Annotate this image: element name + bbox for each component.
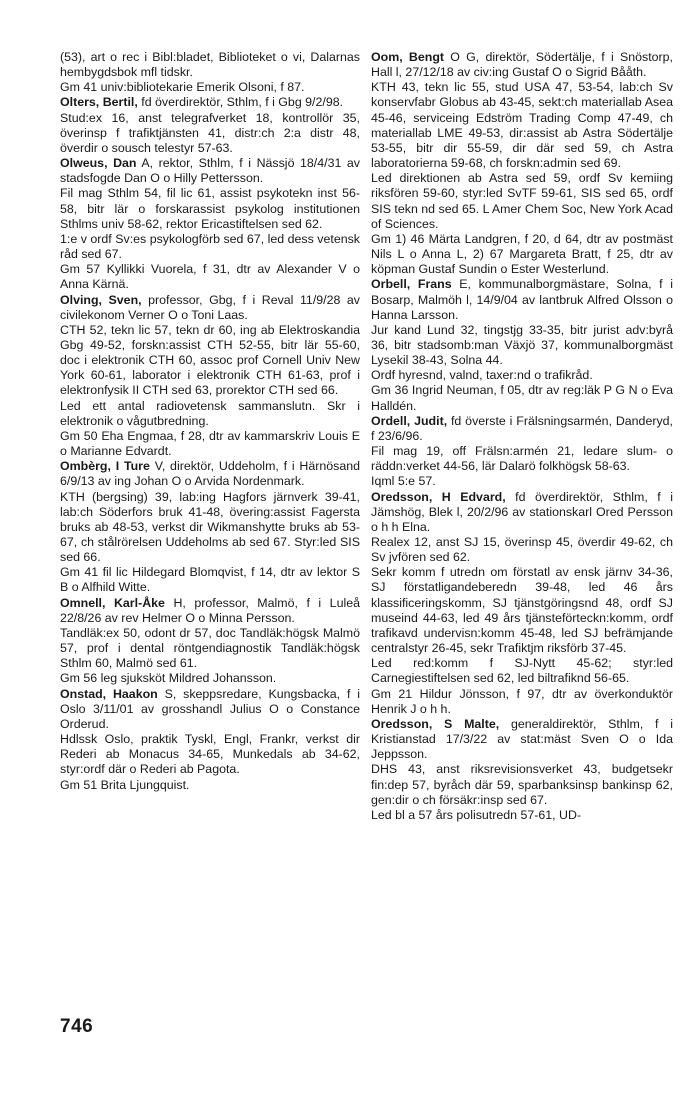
entry-paragraph xyxy=(60,687,360,732)
entry-paragraph xyxy=(371,717,673,762)
entry-text: fd överdirektör, Sthlm, f i Jämshög, Blek l, 20/2/96 av stationskarl Ored Persson o h h Elna. xyxy=(371,489,673,534)
entry-paragraph xyxy=(371,535,673,565)
entry-text: Led red:komm f SJ-Nytt 45-62; styr:led Carnegiestiftelsen sed 62, led biltrafiknd 56-65. xyxy=(371,656,673,686)
page-number: 746 xyxy=(60,1016,94,1037)
entry-text: A, rektor, Sthlm, f i Nässjö 18/4/31 av stadsfogde Dan O o Hilly Pettersson. xyxy=(60,156,360,186)
entry xyxy=(60,50,360,95)
entry-name: Oredsson, H Edvard, xyxy=(371,489,506,504)
entry-text: Iqml 5:e 57. xyxy=(371,474,436,489)
entry-text: Realex 12, anst SJ 15, överinsp 45, överdir 49-62, ch Sv jvfören sed 62. xyxy=(371,535,673,565)
entry-text: Tandläk:ex 50, odont dr 57, doc Tandläk:högsk Malmö 57, prof i dental röntgendiagnostik Tandläk:högsk Sthlm 60, Malmö sed 61. xyxy=(60,625,360,671)
left-column xyxy=(60,50,360,793)
right-column xyxy=(371,50,673,823)
entry-name: Ombèrg, I Ture xyxy=(60,459,150,474)
entry-text: CTH 52, tekn lic 57, tekn dr 60, ing ab Elektroskandia Gbg 49-52, forskn:assist CTH 52-55, bitr lär 55-60, doc i elektronik CTH 60, assoc prof Cornell Univ New York 60-61, laborator i elektronik CTH 61-63, prof i elektronfysik II CTH sed 63, prorektor CTH sed 66. xyxy=(60,322,360,398)
entry-paragraph xyxy=(60,596,360,626)
entry xyxy=(60,596,360,687)
entry-text: Stud:ex 16, anst telegrafverket 18, kontrollör 35, överinsp f trafiktjänsten 41, distr:ch 2:a distr 48, överdir o sousch telestyr 57-63. xyxy=(60,110,360,155)
entry-paragraph xyxy=(60,429,360,459)
entry xyxy=(371,277,673,413)
entry-name: Onstad, Haakon xyxy=(60,686,158,701)
entry-name: Oredsson, S Malte, xyxy=(371,716,500,731)
entry-text: Led ett antal radiovetensk sammanslutn. Skr i elektronik o vågutbredning. xyxy=(60,398,360,428)
entry-text: O G, direktör, Södertälje, f i Snöstorp, Hall l, 27/12/18 av civ:ing Gustaf O o Sigrid Bååth. xyxy=(371,50,673,80)
entry-paragraph xyxy=(60,323,360,399)
entry-paragraph xyxy=(371,444,673,474)
entry-paragraph xyxy=(371,656,673,686)
entry-paragraph xyxy=(371,171,673,232)
entry-paragraph xyxy=(371,474,673,489)
entry-paragraph xyxy=(60,186,360,231)
entry-text: Gm 41 univ:bibliotekarie Emerik Olsoni, f 87. xyxy=(60,80,305,95)
entry-paragraph xyxy=(60,50,360,80)
entry-paragraph xyxy=(371,383,673,413)
entry-text: E, kommunalborgmästare, Solna, f i Bosarp, Malmöh l, 14/9/04 av lantbruk Alfred Olsson o Hanna Larsson. xyxy=(371,277,673,322)
entry xyxy=(60,156,360,292)
entry-paragraph xyxy=(60,778,360,793)
entry-text: Gm 51 Brita Ljungquist. xyxy=(60,777,190,792)
entry-text: fd överste i Frälsningsarmén, Danderyd, f 23/6/96. xyxy=(371,413,673,443)
entry-paragraph xyxy=(371,565,673,656)
entry-paragraph xyxy=(371,277,673,322)
entry-paragraph xyxy=(371,687,673,717)
entry-paragraph xyxy=(371,808,673,823)
entry-text: Jur kand Lund 32, tingstjg 33-35, bitr jurist adv:byrå 36, bitr stadsomb:man Växjö 37, kommunalborgmäst Lysekil 38-43, Solna 44. xyxy=(371,322,673,368)
entry xyxy=(371,490,673,717)
entry-text: Hdlssk Oslo, praktik Tyskl, Engl, Frankr, verkst dir Rederi ab Monacus 34-65, Munkedals ab 34-62, styr:ordf där o Rederi ab Pagota. xyxy=(60,732,360,777)
entry-paragraph xyxy=(371,232,673,277)
entry-paragraph xyxy=(60,262,360,292)
entry-text: Led bl a 57 års polisutredn 57-61, UD- xyxy=(371,807,582,822)
entry-text: Sekr komm f utredn om förstatl av ensk järnv 34-36, SJ förstatligandeberedn 39-48, led 46 års klassificeringskomm, SJ tjänstgöringsnd 48, ordf SJ museind 44-63, led 49 års tjänsteförteckn:komm, ordf trafikavd undervisn:komm 45-48, led SJ befrämjande centralstyr 26-45, sekr Trafiktjm riksförb 37-45. xyxy=(371,565,673,656)
entry-text: DHS 43, anst riksrevisionsverket 43, budgetsekr fin:dep 57, byråch där 59, sparbanksinsp bankinsp 62, gen:dir o ch försäkr:insp sed 67. xyxy=(371,762,673,807)
entry-text: (53), art o rec i Bibl:bladet, Biblioteket o vi, Dalarnas hembygdsbok mfl tidskr. xyxy=(60,50,360,80)
entry-text: V, direktör, Uddeholm, f i Härnösand 6/9/13 av ing Johan O o Arvida Nordenmark. xyxy=(60,459,360,489)
entry-paragraph xyxy=(60,80,360,95)
entry-name: Olters, Bertil, xyxy=(60,95,138,110)
entry-text: KTH (bergsing) 39, lab:ing Hagfors järnverk 39-41, lab:ch Söderfors bruk 41-48, övering:assist Fagersta bruks ab 48-53, verkst dir Wikmanshytte bruks ab 53-67, ch stålrörelsen Uddeholms ab sed 67. Styr:led SIS sed 66. xyxy=(60,489,360,565)
entry-paragraph xyxy=(60,156,360,186)
entry-name: Olweus, Dan xyxy=(60,156,137,171)
entry xyxy=(60,687,360,793)
entry-text: Gm 57 Kyllikki Vuorela, f 31, dtr av Alexander V o Anna Kärnä. xyxy=(60,262,360,292)
entry-text: Gm 56 leg sjuksköt Mildred Johansson. xyxy=(60,671,277,686)
entry-text: Led direktionen ab Astra sed 59, ordf Sv kemiing riksfören 59-60, styr:led SvTF 59-61, SIS sed 65, ordf SIS tekn nd sed 65. L Amer Chem Soc, New York Acad of Sciences. xyxy=(371,171,673,231)
entry xyxy=(371,50,673,277)
entry-text: Fil mag 19, off Frälsn:armén 21, ledare slum- o räddn:verket 44-56, lär Dalarö folkhögsk 58-63. xyxy=(371,444,673,474)
entry-name: Olving, Sven, xyxy=(60,292,142,307)
entry-text: Fil mag Sthlm 54, fil lic 61, assist psykotekn inst 56-58, bitr lär o forskarassist psykolog institutionen Sthlms univ 58-62, rektor Ericastiftelsen sed 62. xyxy=(60,186,360,231)
entry-paragraph xyxy=(371,50,673,80)
entry-name: Orbell, Frans xyxy=(371,277,452,292)
entry-paragraph xyxy=(60,95,360,110)
entry-paragraph xyxy=(371,762,673,807)
entry-text: professor, Gbg, f i Reval 11/9/28 av civilekonom Verner O o Toni Laas. xyxy=(60,292,360,322)
entry-text: fd överdirektör, Sthlm, f i Gbg 9/2/98. xyxy=(137,95,344,110)
entry-paragraph xyxy=(60,565,360,595)
entry-paragraph xyxy=(60,732,360,777)
entry-text: generaldirektör, Sthlm, f i Kristianstad 17/3/22 av stat:mäst Sven O o Ida Jeppsson. xyxy=(371,716,673,762)
entry-paragraph xyxy=(60,111,360,156)
entry-paragraph xyxy=(371,368,673,383)
entry-text: S, skeppsredare, Kungsbacka, f i Oslo 3/11/01 av grosshandl Julius O o Constance Orderud. xyxy=(60,686,360,731)
entry xyxy=(60,459,360,595)
entry-text: Ordf hyresnd, valnd, taxer:nd o trafikråd. xyxy=(371,368,593,383)
entry-paragraph xyxy=(371,490,673,535)
entry xyxy=(371,717,673,823)
entry-paragraph xyxy=(60,626,360,671)
entry-text: KTH 43, tekn lic 55, stud USA 47, 53-54, lab:ch Sv konservfabr Globus ab 43-45, sekt:ch materiallab Asea 45-46, serviceing Edström Trading Comp 47-49, ch materiallab LME 49-53, dir:assist ab Astra Södertälje 53-55, bitr dir 55-59, dir där sed 59, ch Astra laboratorierna 59-68, ch forskn:admin sed 69. xyxy=(371,80,673,171)
entry-paragraph xyxy=(60,459,360,489)
entry-name: Oom, Bengt xyxy=(371,50,445,64)
entry xyxy=(371,414,673,490)
entry-text: Gm 1) 46 Märta Landgren, f 20, d 64, dtr av postmäst Nils L o Anna L, 2) 67 Margareta Bratt, f 25, dtr av köpman Gustaf Sundin o Ester Westerlund. xyxy=(371,231,673,277)
entry-name: Omnell, Karl-Åke xyxy=(60,595,165,610)
entry-text: Gm 21 Hildur Jönsson, f 97, dtr av överkonduktör Henrik J o h h. xyxy=(371,686,673,716)
entry-paragraph xyxy=(60,671,360,686)
entry-text: H, professor, Malmö, f i Luleå 22/8/26 av rev Helmer O o Minna Persson. xyxy=(60,595,360,625)
entry-name: Ordell, Judit, xyxy=(371,413,448,428)
entry-paragraph xyxy=(60,232,360,262)
entry-text: Gm 41 fil lic Hildegard Blomqvist, f 14, dtr av lektor S B o Alfhild Witte. xyxy=(60,565,360,595)
entry-paragraph xyxy=(60,490,360,566)
entry-text: 1:e v ordf Sv:es psykologförb sed 67, led dess vetensk råd sed 67. xyxy=(60,231,360,262)
entry-paragraph xyxy=(371,323,673,368)
entry-paragraph xyxy=(371,80,673,171)
entry-paragraph xyxy=(60,399,360,429)
entry-text: Gm 36 Ingrid Neuman, f 05, dtr av reg:läk P G N o Eva Halldén. xyxy=(371,383,673,413)
entry xyxy=(60,95,360,156)
entry-text: Gm 50 Eha Engmaa, f 28, dtr av kammarskriv Louis E o Marianne Edvardt. xyxy=(60,428,360,459)
entry-paragraph xyxy=(371,414,673,444)
entry xyxy=(60,293,360,460)
entry-paragraph xyxy=(60,293,360,323)
